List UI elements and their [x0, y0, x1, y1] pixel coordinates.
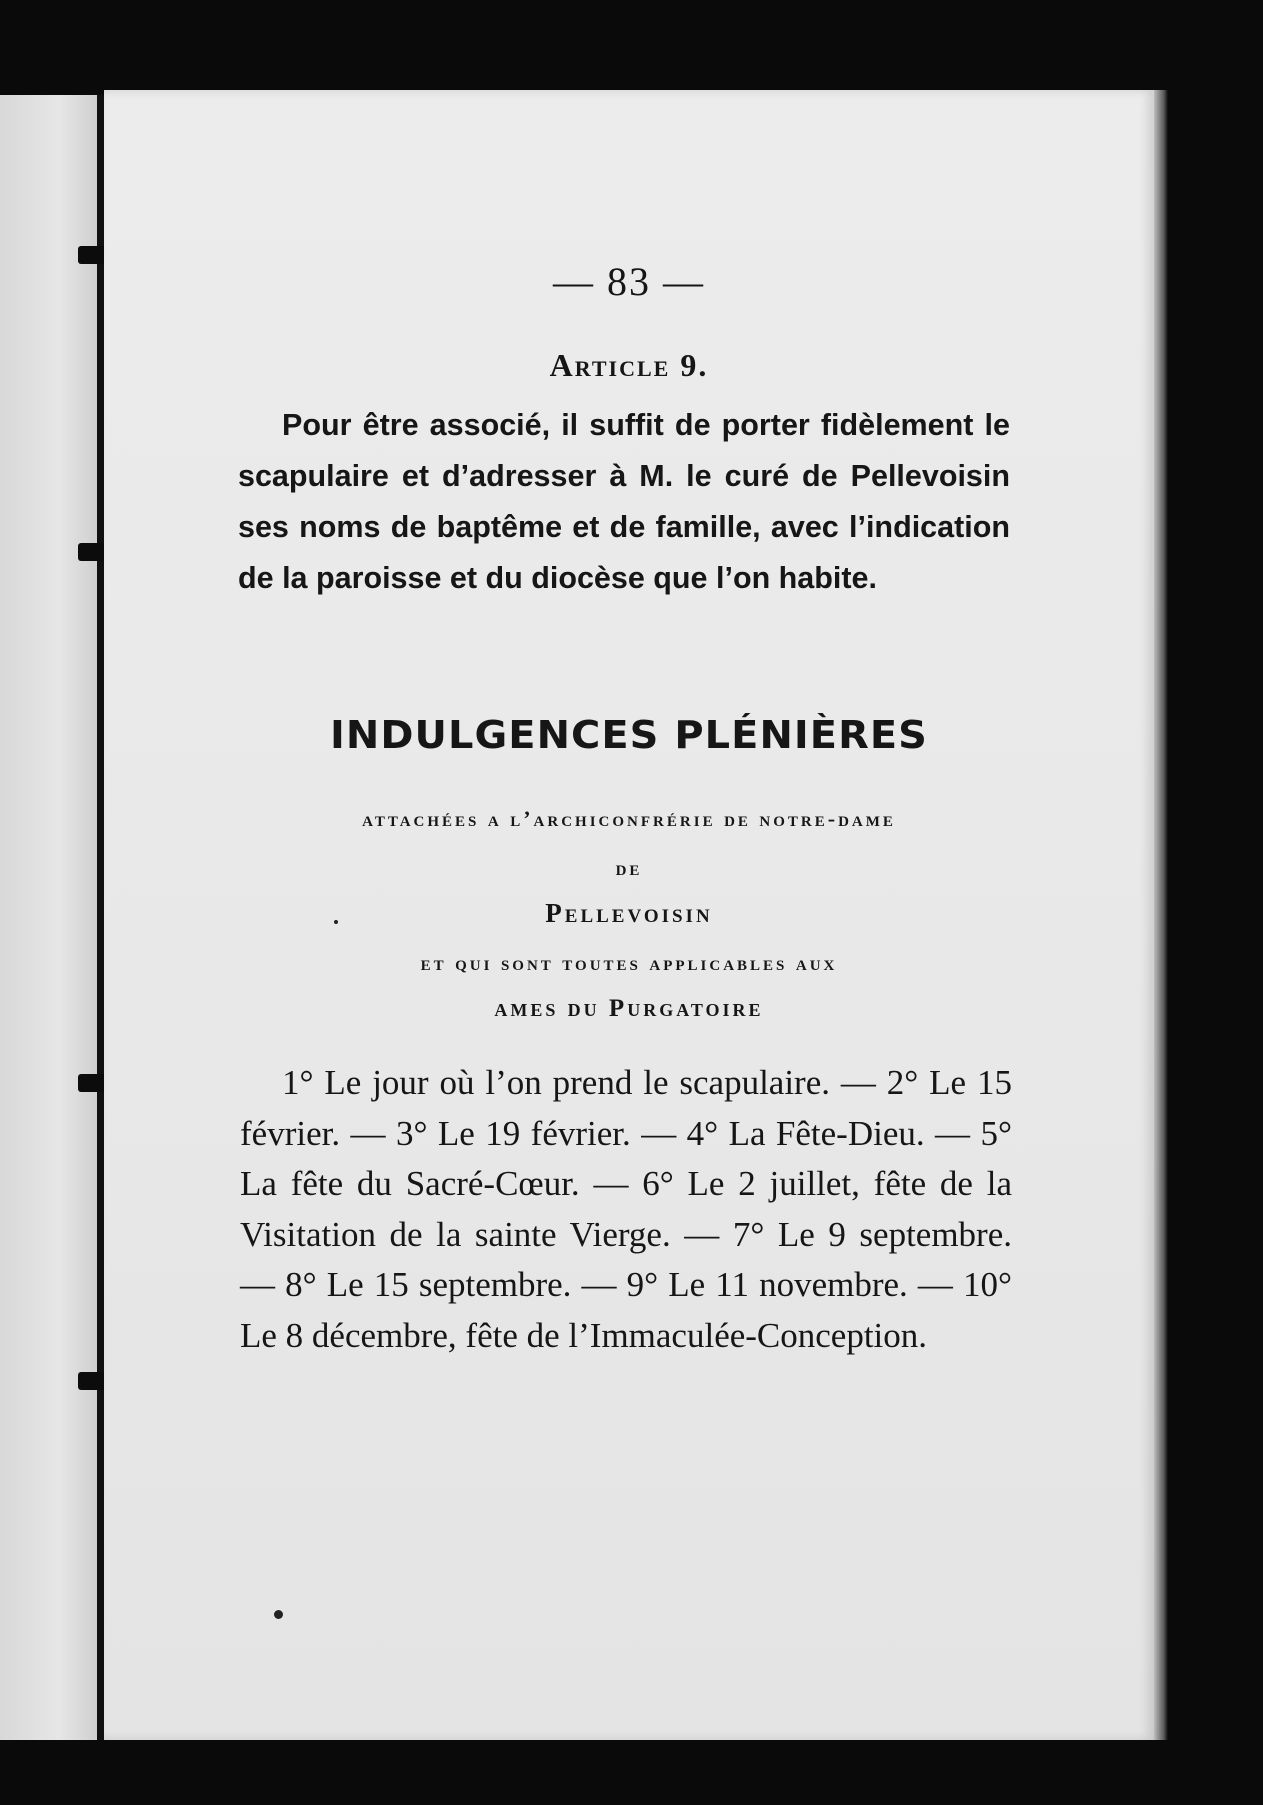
- page-edge-shadow: [1154, 90, 1168, 1740]
- feast-days-paragraph: 1° Le jour où l’on prend le scapulaire. — 2° Le 15 février. — 3° Le 19 février. — 4° La Fête-Dieu. — 5° La fête du Sacré-Cœur. — 6° Le 2 juillet, fête de la Visitation de la sainte Vierge. — 7° Le 9 septembre. — 8° Le 15 septembre. — 9° Le 11 novembre. — 10° Le 8 décembre, fête de l’Immaculée-Conception.: [240, 1063, 1012, 1355]
- section-title: INDULGENCES PLÉNIÈRES: [330, 713, 928, 757]
- adjacent-page-edge: [0, 95, 98, 1740]
- section-subtitle-line: et qui sont toutes applicables aux: [420, 950, 838, 975]
- book-page: [104, 90, 1154, 1740]
- article-paragraph: Pour être associé, il suffit de porter fidèlement le scapulaire et d’adresser à M. le curé de Pellevoisin ses noms de baptême et de famille, avec l’indication de la paroisse et du diocèse que l’on habite.: [238, 408, 1010, 595]
- ink-speck: [274, 1610, 283, 1619]
- page-number: — 83 —: [553, 259, 705, 304]
- section-subtitle-line: de: [615, 855, 643, 880]
- article-heading: Article 9.: [549, 347, 709, 383]
- section-subtitle-line: ames du Purgatoire: [494, 995, 764, 1022]
- section-subtitle-line: Pellevoisin: [545, 898, 713, 928]
- section-subtitle-line: attachées a l’archiconfrérie de notre-dame: [362, 806, 896, 831]
- ink-speck: [334, 920, 338, 924]
- binding-thread: [97, 95, 104, 1740]
